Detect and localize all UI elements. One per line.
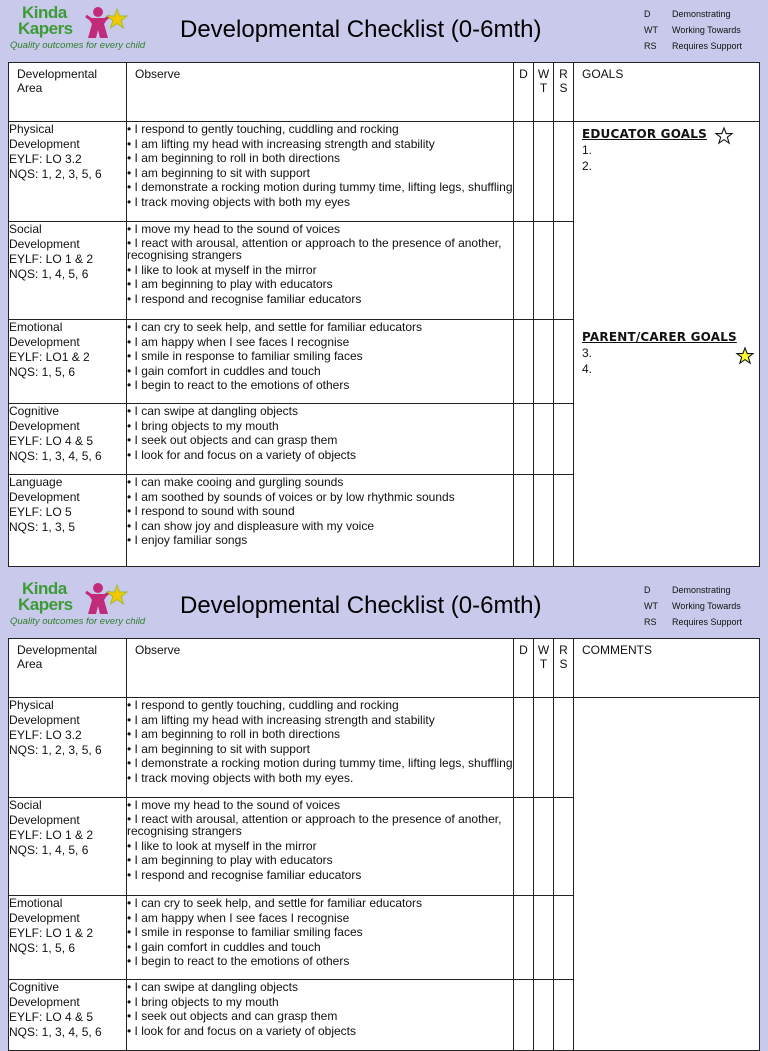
list-item: • I respond to sound with sound [127, 504, 513, 519]
table-header-row [9, 63, 760, 122]
area-name-2: Development [9, 137, 80, 151]
list-item: • I can cry to seek help, and settle for familiar educators [127, 320, 513, 335]
parent-carer-goals [582, 329, 752, 377]
table-header-row [9, 639, 760, 698]
list-item: • I am happy when I see faces I recognise [127, 911, 513, 926]
observe-cell [127, 698, 514, 798]
col-header-observe: Observe [127, 639, 514, 698]
list-item: • I track moving objects with both my eyes [127, 195, 513, 210]
col-header-rs: R S [554, 63, 574, 122]
checkbox-wt[interactable] [534, 222, 554, 320]
area-name: Social [9, 798, 42, 812]
observe-cell [127, 980, 514, 1051]
list-item: • I am beginning to roll in both directions [127, 727, 513, 742]
area-eylf: EYLF: LO1 & 2 [9, 350, 90, 364]
checkbox-wt[interactable] [534, 404, 554, 475]
checkbox-d[interactable] [514, 475, 534, 567]
star-badge-icon [106, 584, 128, 606]
checkbox-rs[interactable] [554, 896, 574, 980]
list-item: • I respond to gently touching, cuddling and rocking [127, 122, 513, 137]
checklist-page-2 [0, 576, 768, 1039]
list-item: • I am beginning to roll in both directions [127, 151, 513, 166]
list-item: • I react with arousal, attention or approach to the presence of another, recognising strangers [127, 237, 513, 261]
area-nqs: NQS: 1, 4, 5, 6 [9, 267, 89, 281]
area-nqs: NQS: 1, 5, 6 [9, 365, 76, 379]
observe-cell [127, 798, 514, 896]
list-item: • I am beginning to sit with support [127, 166, 513, 181]
list-item: • I look for and focus on a variety of objects [127, 448, 513, 463]
area-eylf: EYLF: LO 1 & 2 [9, 828, 94, 842]
checklist-table [8, 638, 760, 1051]
list-item: • I am lifting my head with increasing strength and stability [127, 137, 513, 152]
checkbox-wt[interactable] [534, 896, 554, 980]
list-item: • I am beginning to play with educators [127, 853, 513, 868]
area-nqs: NQS: 1, 2, 3, 5, 6 [9, 743, 102, 757]
logo-word-top: Kinda [22, 579, 67, 598]
checkbox-rs[interactable] [554, 404, 574, 475]
area-name-2: Development [9, 911, 80, 925]
list-item: • I can swipe at dangling objects [127, 404, 513, 419]
page-header [0, 0, 768, 62]
checkbox-d[interactable] [514, 122, 534, 222]
checkbox-rs[interactable] [554, 698, 574, 798]
parent-goals-title: PARENT/CARER GOALS [582, 330, 737, 344]
col-header-area: Developmental Area [9, 63, 127, 122]
area-nqs: NQS: 1, 3, 4, 5, 6 [9, 449, 102, 463]
table-row [9, 122, 760, 222]
area-cell [9, 698, 127, 798]
col-header-d: D [514, 63, 534, 122]
area-nqs: NQS: 1, 4, 5, 6 [9, 843, 89, 857]
list-item: • I gain comfort in cuddles and touch [127, 940, 513, 955]
checkbox-rs[interactable] [554, 122, 574, 222]
list-item: • I move my head to the sound of voices [127, 222, 513, 237]
list-item: • I seek out objects and can grasp them [127, 433, 513, 448]
list-item: • I am soothed by sounds of voices or by low rhythmic sounds [127, 490, 513, 505]
educator-goals-title: EDUCATOR GOALS [582, 127, 707, 141]
list-item: • I look for and focus on a variety of objects [127, 1024, 513, 1039]
list-item: • I can swipe at dangling objects [127, 980, 513, 995]
area-eylf: EYLF: LO 3.2 [9, 152, 82, 166]
checkbox-rs[interactable] [554, 980, 574, 1051]
list-item: • I bring objects to my mouth [127, 995, 513, 1010]
checkbox-d[interactable] [514, 404, 534, 475]
list-item: • I begin to react to the emotions of others [127, 378, 513, 393]
logo-word-bottom: Kapers [18, 19, 73, 38]
legend-key: WT [644, 601, 658, 611]
area-eylf: EYLF: LO 1 & 2 [9, 926, 94, 940]
legend-key: D [644, 585, 651, 595]
goal-line: 1. [582, 143, 593, 157]
area-cell [9, 222, 127, 320]
legend-value: Working Towards [672, 601, 741, 611]
area-name: Language [9, 475, 63, 489]
area-name-2: Development [9, 237, 80, 251]
logo-tagline: Quality outcomes for every child [10, 616, 146, 627]
goal-line: 2. [582, 159, 593, 173]
legend-value: Requires Support [672, 617, 743, 627]
legend-key: WT [644, 25, 658, 35]
observe-cell [127, 222, 514, 320]
checkbox-d[interactable] [514, 320, 534, 404]
legend-value: Working Towards [672, 25, 741, 35]
col-header-d: D [514, 639, 534, 698]
col-header-area: Developmental Area [9, 639, 127, 698]
star-badge-icon [106, 8, 128, 30]
checkbox-d[interactable] [514, 222, 534, 320]
list-item: • I can show joy and displeasure with my voice [127, 519, 513, 534]
checkbox-d[interactable] [514, 698, 534, 798]
list-item: • I demonstrate a rocking motion during tummy time, lifting legs, shuffling [127, 756, 513, 771]
area-nqs: NQS: 1, 3, 5 [9, 520, 76, 534]
checkbox-wt[interactable] [534, 122, 554, 222]
area-name-2: Development [9, 419, 80, 433]
legend-value: Demonstrating [672, 9, 731, 19]
col-header-wt: W T [534, 639, 554, 698]
area-nqs: NQS: 1, 3, 4, 5, 6 [9, 1025, 102, 1039]
area-cell [9, 122, 127, 222]
area-eylf: EYLF: LO 3.2 [9, 728, 82, 742]
area-eylf: EYLF: LO 4 & 5 [9, 1010, 94, 1024]
checkbox-d[interactable] [514, 896, 534, 980]
list-item: • I respond and recognise familiar educators [127, 292, 513, 307]
area-nqs: NQS: 1, 5, 6 [9, 941, 76, 955]
list-item: • I smile in response to familiar smiling faces [127, 349, 513, 364]
observe-cell [127, 896, 514, 980]
observe-cell [127, 320, 514, 404]
list-item: • I track moving objects with both my eyes. [127, 771, 513, 786]
area-cell [9, 475, 127, 567]
area-eylf: EYLF: LO 4 & 5 [9, 434, 94, 448]
list-item: • I smile in response to familiar smiling faces [127, 925, 513, 940]
legend-value: Requires Support [672, 41, 743, 51]
observe-cell [127, 122, 514, 222]
col-header-rs: R S [554, 639, 574, 698]
legend-key: D [644, 9, 651, 19]
checkbox-rs[interactable] [554, 222, 574, 320]
logo-word-bottom: Kapers [18, 595, 73, 614]
list-item: • I demonstrate a rocking motion during tummy time, lifting legs, shuffling [127, 180, 513, 195]
area-name: Physical [9, 122, 54, 136]
observe-cell [127, 475, 514, 567]
area-name: Emotional [9, 320, 63, 334]
kinda-kapers-logo [8, 3, 146, 54]
area-eylf: EYLF: LO 1 & 2 [9, 252, 94, 266]
checkbox-rs[interactable] [554, 475, 574, 567]
checkbox-d[interactable] [514, 798, 534, 896]
list-item: • I can make cooing and gurgling sounds [127, 475, 513, 490]
area-cell [9, 980, 127, 1051]
area-name: Social [9, 222, 42, 236]
rating-legend [644, 6, 742, 54]
checkbox-wt[interactable] [534, 475, 554, 567]
col-header-goals: GOALS [574, 63, 760, 122]
area-name: Emotional [9, 896, 63, 910]
checklist-table [8, 62, 760, 567]
page-title: Developmental Checklist (0-6mth) [180, 16, 542, 43]
list-item: • I respond and recognise familiar educators [127, 868, 513, 883]
legend-value: Demonstrating [672, 585, 731, 595]
rating-legend [644, 582, 742, 630]
kinda-kapers-logo [8, 579, 146, 630]
checkbox-wt[interactable] [534, 320, 554, 404]
col-header-comments: COMMENTS [574, 639, 760, 698]
checkbox-rs[interactable] [554, 320, 574, 404]
list-item: • I like to look at myself in the mirror [127, 263, 513, 278]
checkbox-rs[interactable] [554, 798, 574, 896]
logo-tagline: Quality outcomes for every child [10, 40, 146, 51]
list-item: • I am beginning to play with educators [127, 277, 513, 292]
page-header [0, 576, 768, 638]
col-header-wt: W T [534, 63, 554, 122]
list-item: • I gain comfort in cuddles and touch [127, 364, 513, 379]
list-item: • I like to look at myself in the mirror [127, 839, 513, 854]
area-eylf: EYLF: LO 5 [9, 505, 72, 519]
star-filled-icon [736, 347, 754, 365]
list-item: • I react with arousal, attention or approach to the presence of another, recognising strangers [127, 813, 513, 837]
goal-line: 3. [582, 346, 593, 360]
area-name-2: Development [9, 335, 80, 349]
observe-cell [127, 404, 514, 475]
area-nqs: NQS: 1, 2, 3, 5, 6 [9, 167, 102, 181]
area-name-2: Development [9, 813, 80, 827]
list-item: • I can cry to seek help, and settle for familiar educators [127, 896, 513, 911]
table-row [9, 698, 760, 798]
area-name-2: Development [9, 713, 80, 727]
checkbox-wt[interactable] [534, 698, 554, 798]
goals-cell[interactable] [574, 122, 760, 567]
list-item: • I enjoy familiar songs [127, 533, 513, 548]
star-outline-icon [715, 127, 733, 145]
list-item: • I begin to react to the emotions of others [127, 954, 513, 969]
legend-key: RS [644, 41, 657, 51]
checkbox-d[interactable] [514, 980, 534, 1051]
area-name: Cognitive [9, 980, 60, 994]
area-name: Cognitive [9, 404, 60, 418]
list-item: • I move my head to the sound of voices [127, 798, 513, 813]
area-name-2: Development [9, 490, 80, 504]
col-header-observe: Observe [127, 63, 514, 122]
page-title: Developmental Checklist (0-6mth) [180, 592, 542, 619]
list-item: • I seek out objects and can grasp them [127, 1009, 513, 1024]
list-item: • I am beginning to sit with support [127, 742, 513, 757]
area-cell [9, 896, 127, 980]
area-cell [9, 320, 127, 404]
comments-cell[interactable] [574, 698, 760, 1051]
area-name-2: Development [9, 995, 80, 1009]
list-item: • I bring objects to my mouth [127, 419, 513, 434]
logo-word-top: Kinda [22, 3, 67, 22]
list-item: • I respond to gently touching, cuddling and rocking [127, 698, 513, 713]
list-item: • I am happy when I see faces I recognise [127, 335, 513, 350]
goal-line: 4. [582, 362, 593, 376]
legend-key: RS [644, 617, 657, 627]
list-item: • I am lifting my head with increasing strength and stability [127, 713, 513, 728]
checkbox-wt[interactable] [534, 798, 554, 896]
area-cell [9, 404, 127, 475]
area-cell [9, 798, 127, 896]
checkbox-wt[interactable] [534, 980, 554, 1051]
area-name: Physical [9, 698, 54, 712]
